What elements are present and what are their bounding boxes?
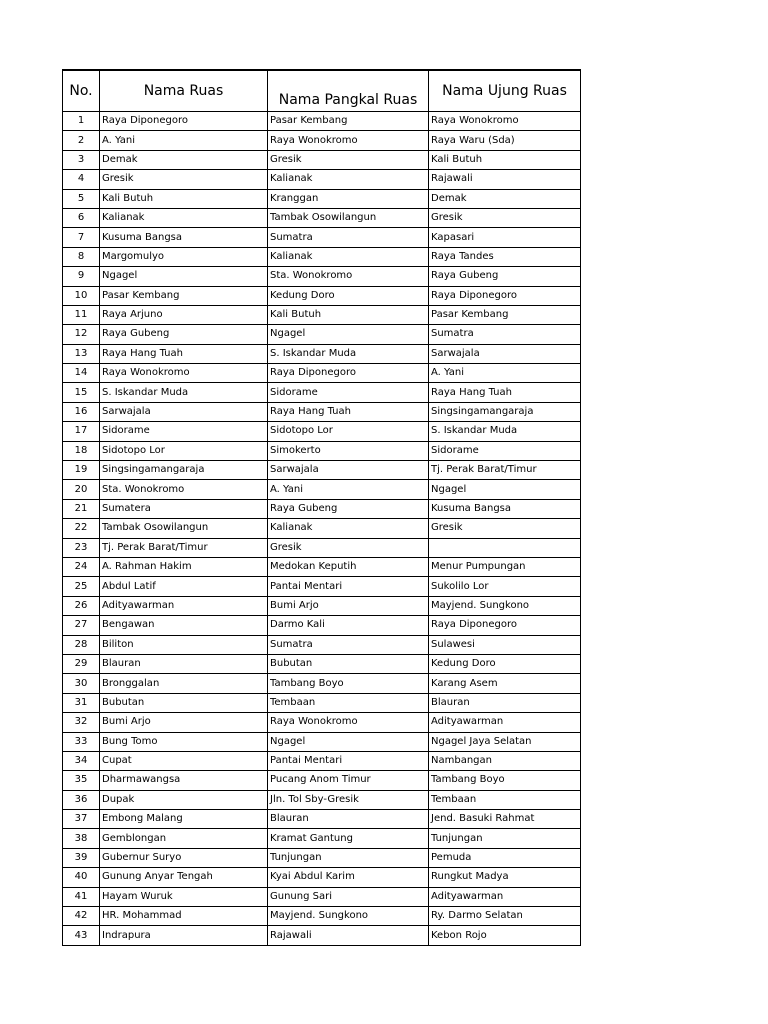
- nama-ruas-cell: A. Yani: [100, 131, 268, 150]
- nama-pangkal-cell: Jln. Tol Sby-Gresik: [268, 790, 429, 809]
- table-row: [63, 461, 581, 480]
- nama-ujung-cell: Kedung Doro: [429, 654, 581, 673]
- nama-ruas-cell: Abdul Latif: [100, 577, 268, 596]
- table-row: [63, 208, 581, 227]
- row-number: 39: [63, 848, 100, 867]
- table-row: [63, 538, 581, 557]
- table-row: [63, 112, 581, 131]
- nama-ruas-cell: Blauran: [100, 654, 268, 673]
- nama-ruas-cell: Kusuma Bangsa: [100, 228, 268, 247]
- nama-pangkal-cell: Raya Diponegoro: [268, 364, 429, 383]
- nama-ujung-cell: Raya Wonokromo: [429, 112, 581, 131]
- table-row: [63, 693, 581, 712]
- nama-ujung-cell: Pemuda: [429, 848, 581, 867]
- nama-ujung-cell: Raya Gubeng: [429, 267, 581, 286]
- nama-ujung-cell: Sarwajala: [429, 344, 581, 363]
- nama-ruas-cell: HR. Mohammad: [100, 907, 268, 926]
- header-nama-ruas: Nama Ruas: [100, 70, 268, 112]
- nama-ujung-cell: Raya Tandes: [429, 247, 581, 266]
- nama-ujung-cell: Kebon Rojo: [429, 926, 581, 945]
- nama-ujung-cell: Sukolilo Lor: [429, 577, 581, 596]
- table-row: [63, 325, 581, 344]
- nama-ujung-cell: Rajawali: [429, 170, 581, 189]
- row-number: 22: [63, 519, 100, 538]
- nama-ujung-cell: Raya Waru (Sda): [429, 131, 581, 150]
- table-row: [63, 344, 581, 363]
- row-number: 26: [63, 596, 100, 615]
- row-number: 38: [63, 829, 100, 848]
- nama-ujung-cell: Raya Diponegoro: [429, 616, 581, 635]
- nama-pangkal-cell: Kramat Gantung: [268, 829, 429, 848]
- table-row: [63, 267, 581, 286]
- nama-ujung-cell: Mayjend. Sungkono: [429, 596, 581, 615]
- nama-ruas-cell: Pasar Kembang: [100, 286, 268, 305]
- table-row: [63, 189, 581, 208]
- nama-ujung-cell: Adityawarman: [429, 887, 581, 906]
- nama-pangkal-cell: Ngagel: [268, 325, 429, 344]
- nama-ujung-cell: Nambangan: [429, 751, 581, 770]
- nama-pangkal-cell: Sumatra: [268, 635, 429, 654]
- nama-pangkal-cell: Ngagel: [268, 732, 429, 751]
- nama-pangkal-cell: Gresik: [268, 150, 429, 169]
- nama-pangkal-cell: Sidotopo Lor: [268, 422, 429, 441]
- nama-pangkal-cell: Bubutan: [268, 654, 429, 673]
- row-number: 15: [63, 383, 100, 402]
- row-number: 9: [63, 267, 100, 286]
- row-number: 36: [63, 790, 100, 809]
- row-number: 14: [63, 364, 100, 383]
- nama-ujung-cell: Blauran: [429, 693, 581, 712]
- row-number: 40: [63, 868, 100, 887]
- table-row: [63, 480, 581, 499]
- nama-ujung-cell: Sulawesi: [429, 635, 581, 654]
- nama-pangkal-cell: Kali Butuh: [268, 305, 429, 324]
- nama-ruas-cell: Biliton: [100, 635, 268, 654]
- nama-pangkal-cell: Gunung Sari: [268, 887, 429, 906]
- row-number: 31: [63, 693, 100, 712]
- nama-pangkal-cell: Mayjend. Sungkono: [268, 907, 429, 926]
- table-row: [63, 713, 581, 732]
- nama-pangkal-cell: S. Iskandar Muda: [268, 344, 429, 363]
- row-number: 8: [63, 247, 100, 266]
- table-row: [63, 577, 581, 596]
- nama-ruas-cell: Bronggalan: [100, 674, 268, 693]
- road-segments-table: [62, 69, 581, 946]
- nama-ruas-cell: Raya Gubeng: [100, 325, 268, 344]
- nama-ujung-cell: Ngagel: [429, 480, 581, 499]
- header-row: [63, 70, 581, 112]
- nama-ujung-cell: Ngagel Jaya Selatan: [429, 732, 581, 751]
- table-row: [63, 596, 581, 615]
- nama-pangkal-cell: Medokan Keputih: [268, 557, 429, 576]
- nama-ruas-cell: Tambak Osowilangun: [100, 519, 268, 538]
- nama-ujung-cell: Raya Diponegoro: [429, 286, 581, 305]
- nama-ruas-cell: Kalianak: [100, 208, 268, 227]
- nama-pangkal-cell: Sarwajala: [268, 461, 429, 480]
- table-row: [63, 907, 581, 926]
- nama-ruas-cell: Raya Arjuno: [100, 305, 268, 324]
- table-row: [63, 228, 581, 247]
- row-number: 4: [63, 170, 100, 189]
- row-number: 13: [63, 344, 100, 363]
- table-row: [63, 732, 581, 751]
- nama-pangkal-cell: Rajawali: [268, 926, 429, 945]
- nama-ujung-cell: Tj. Perak Barat/Timur: [429, 461, 581, 480]
- row-number: 11: [63, 305, 100, 324]
- nama-ruas-cell: A. Rahman Hakim: [100, 557, 268, 576]
- table-row: [63, 848, 581, 867]
- table-row: [63, 926, 581, 945]
- table-header: [63, 70, 581, 112]
- nama-pangkal-cell: Pantai Mentari: [268, 751, 429, 770]
- table-row: [63, 771, 581, 790]
- table-row: [63, 751, 581, 770]
- nama-ujung-cell: A. Yani: [429, 364, 581, 383]
- nama-ujung-cell: [429, 538, 581, 557]
- nama-ruas-cell: Dupak: [100, 790, 268, 809]
- table-row: [63, 364, 581, 383]
- nama-pangkal-cell: Kalianak: [268, 170, 429, 189]
- row-number: 30: [63, 674, 100, 693]
- table-row: [63, 810, 581, 829]
- nama-ruas-cell: Bengawan: [100, 616, 268, 635]
- row-number: 43: [63, 926, 100, 945]
- row-number: 6: [63, 208, 100, 227]
- nama-pangkal-cell: Kranggan: [268, 189, 429, 208]
- nama-pangkal-cell: Kalianak: [268, 247, 429, 266]
- nama-ruas-cell: Sta. Wonokromo: [100, 480, 268, 499]
- row-number: 33: [63, 732, 100, 751]
- table-row: [63, 247, 581, 266]
- nama-ruas-cell: Sumatera: [100, 499, 268, 518]
- nama-pangkal-cell: Pucang Anom Timur: [268, 771, 429, 790]
- nama-ruas-cell: Hayam Wuruk: [100, 887, 268, 906]
- nama-ujung-cell: Raya Hang Tuah: [429, 383, 581, 402]
- nama-pangkal-cell: Sidorame: [268, 383, 429, 402]
- table-row: [63, 674, 581, 693]
- nama-ruas-cell: Gemblongan: [100, 829, 268, 848]
- row-number: 35: [63, 771, 100, 790]
- nama-ruas-cell: Gubernur Suryo: [100, 848, 268, 867]
- row-number: 17: [63, 422, 100, 441]
- nama-ujung-cell: Singsingamangaraja: [429, 402, 581, 421]
- header-nama-pangkal-ruas: Nama Pangkal Ruas: [268, 70, 429, 112]
- nama-ujung-cell: Adityawarman: [429, 713, 581, 732]
- row-number: 5: [63, 189, 100, 208]
- nama-ruas-cell: Bung Tomo: [100, 732, 268, 751]
- nama-pangkal-cell: Kalianak: [268, 519, 429, 538]
- row-number: 27: [63, 616, 100, 635]
- nama-ujung-cell: Gresik: [429, 208, 581, 227]
- table-row: [63, 422, 581, 441]
- row-number: 10: [63, 286, 100, 305]
- row-number: 24: [63, 557, 100, 576]
- nama-pangkal-cell: Pasar Kembang: [268, 112, 429, 131]
- nama-pangkal-cell: Raya Hang Tuah: [268, 402, 429, 421]
- nama-ujung-cell: Rungkut Madya: [429, 868, 581, 887]
- nama-ruas-cell: Gresik: [100, 170, 268, 189]
- nama-ruas-cell: Singsingamangaraja: [100, 461, 268, 480]
- nama-ujung-cell: Sumatra: [429, 325, 581, 344]
- row-number: 21: [63, 499, 100, 518]
- table-row: [63, 286, 581, 305]
- nama-pangkal-cell: Raya Wonokromo: [268, 131, 429, 150]
- nama-ujung-cell: Sidorame: [429, 441, 581, 460]
- nama-ujung-cell: Pasar Kembang: [429, 305, 581, 324]
- nama-ruas-cell: Raya Wonokromo: [100, 364, 268, 383]
- row-number: 29: [63, 654, 100, 673]
- nama-ujung-cell: Jend. Basuki Rahmat: [429, 810, 581, 829]
- header-nama-ujung-ruas: Nama Ujung Ruas: [429, 70, 581, 112]
- nama-pangkal-cell: Pantai Mentari: [268, 577, 429, 596]
- row-number: 16: [63, 402, 100, 421]
- nama-ujung-cell: Tambang Boyo: [429, 771, 581, 790]
- nama-ruas-cell: Margomulyo: [100, 247, 268, 266]
- row-number: 34: [63, 751, 100, 770]
- row-number: 12: [63, 325, 100, 344]
- nama-pangkal-cell: Sta. Wonokromo: [268, 267, 429, 286]
- table-row: [63, 519, 581, 538]
- nama-ujung-cell: Gresik: [429, 519, 581, 538]
- nama-ruas-cell: Bubutan: [100, 693, 268, 712]
- table-row: [63, 150, 581, 169]
- table-row: [63, 402, 581, 421]
- nama-pangkal-cell: Raya Gubeng: [268, 499, 429, 518]
- nama-ruas-cell: Sidotopo Lor: [100, 441, 268, 460]
- nama-ujung-cell: S. Iskandar Muda: [429, 422, 581, 441]
- nama-ujung-cell: Demak: [429, 189, 581, 208]
- nama-pangkal-cell: Sumatra: [268, 228, 429, 247]
- nama-ruas-cell: Sidorame: [100, 422, 268, 441]
- nama-ujung-cell: Tembaan: [429, 790, 581, 809]
- table-row: [63, 654, 581, 673]
- row-number: 2: [63, 131, 100, 150]
- nama-ujung-cell: Kusuma Bangsa: [429, 499, 581, 518]
- nama-pangkal-cell: Gresik: [268, 538, 429, 557]
- row-number: 20: [63, 480, 100, 499]
- nama-ujung-cell: Ry. Darmo Selatan: [429, 907, 581, 926]
- table-row: [63, 305, 581, 324]
- row-number: 32: [63, 713, 100, 732]
- table-row: [63, 557, 581, 576]
- nama-pangkal-cell: Tambak Osowilangun: [268, 208, 429, 227]
- table-body: [63, 112, 581, 946]
- row-number: 41: [63, 887, 100, 906]
- nama-pangkal-cell: Tambang Boyo: [268, 674, 429, 693]
- nama-ruas-cell: S. Iskandar Muda: [100, 383, 268, 402]
- table-row: [63, 887, 581, 906]
- nama-ruas-cell: Raya Hang Tuah: [100, 344, 268, 363]
- table-row: [63, 383, 581, 402]
- table-row: [63, 170, 581, 189]
- table-row: [63, 616, 581, 635]
- nama-ruas-cell: Dharmawangsa: [100, 771, 268, 790]
- nama-ujung-cell: Kali Butuh: [429, 150, 581, 169]
- table-row: [63, 868, 581, 887]
- nama-ruas-cell: Adityawarman: [100, 596, 268, 615]
- row-number: 28: [63, 635, 100, 654]
- nama-ujung-cell: Menur Pumpungan: [429, 557, 581, 576]
- table-row: [63, 790, 581, 809]
- nama-ruas-cell: Ngagel: [100, 267, 268, 286]
- row-number: 3: [63, 150, 100, 169]
- row-number: 7: [63, 228, 100, 247]
- table-row: [63, 635, 581, 654]
- nama-ruas-cell: Demak: [100, 150, 268, 169]
- nama-pangkal-cell: Tembaan: [268, 693, 429, 712]
- nama-ruas-cell: Raya Diponegoro: [100, 112, 268, 131]
- nama-pangkal-cell: A. Yani: [268, 480, 429, 499]
- row-number: 37: [63, 810, 100, 829]
- row-number: 42: [63, 907, 100, 926]
- nama-pangkal-cell: Bumi Arjo: [268, 596, 429, 615]
- nama-pangkal-cell: Tunjungan: [268, 848, 429, 867]
- nama-ruas-cell: Tj. Perak Barat/Timur: [100, 538, 268, 557]
- row-number: 23: [63, 538, 100, 557]
- table-row: [63, 829, 581, 848]
- nama-pangkal-cell: Darmo Kali: [268, 616, 429, 635]
- nama-ruas-cell: Sarwajala: [100, 402, 268, 421]
- table-row: [63, 131, 581, 150]
- nama-pangkal-cell: Simokerto: [268, 441, 429, 460]
- row-number: 19: [63, 461, 100, 480]
- nama-ujung-cell: Tunjungan: [429, 829, 581, 848]
- nama-pangkal-cell: Raya Wonokromo: [268, 713, 429, 732]
- nama-pangkal-cell: Kedung Doro: [268, 286, 429, 305]
- nama-ruas-cell: Indrapura: [100, 926, 268, 945]
- row-number: 18: [63, 441, 100, 460]
- nama-ruas-cell: Kali Butuh: [100, 189, 268, 208]
- nama-ujung-cell: Kapasari: [429, 228, 581, 247]
- nama-ruas-cell: Cupat: [100, 751, 268, 770]
- nama-pangkal-cell: Blauran: [268, 810, 429, 829]
- nama-ruas-cell: Gunung Anyar Tengah: [100, 868, 268, 887]
- table-row: [63, 441, 581, 460]
- header-no: No.: [63, 70, 100, 112]
- nama-ujung-cell: Karang Asem: [429, 674, 581, 693]
- nama-ruas-cell: Embong Malang: [100, 810, 268, 829]
- row-number: 1: [63, 112, 100, 131]
- nama-ruas-cell: Bumi Arjo: [100, 713, 268, 732]
- table-row: [63, 499, 581, 518]
- row-number: 25: [63, 577, 100, 596]
- nama-pangkal-cell: Kyai Abdul Karim: [268, 868, 429, 887]
